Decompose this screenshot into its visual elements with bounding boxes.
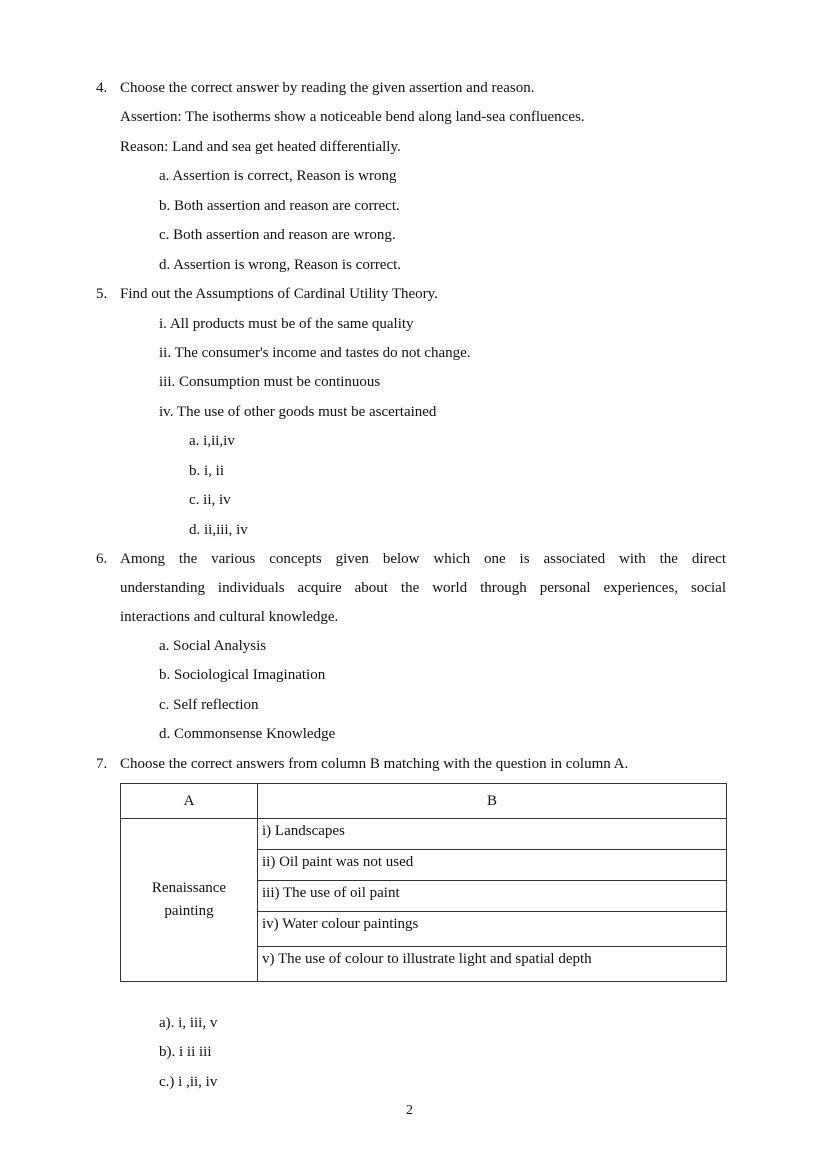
column-b-row: i) Landscapes [258,819,727,850]
q4-option-a: a. Assertion is correct, Reason is wrong [159,168,397,184]
column-a-header: A [121,784,258,819]
q5-statement-iv: iv. The use of other goods must be ascertained [159,404,437,420]
q7-number: 7. [96,756,108,772]
q5-number: 5. [96,286,108,302]
q5-option-a: a. i,ii,iv [189,433,235,449]
q4-text: Choose the correct answer by reading the given assertion and reason. [120,80,535,96]
q5-option-c: c. ii, iv [189,492,231,508]
q7-text: Choose the correct answers from column B matching with the question in column A. [120,756,629,772]
q5-statement-ii: ii. The consumer's income and tastes do not change. [159,345,471,361]
q6-option-d: d. Commonsense Knowledge [159,726,336,742]
q6-text-line-2: understanding individuals acquire about the world through personal experiences, social [120,580,726,596]
q6-option-a: a. Social Analysis [159,638,267,654]
a-cell-line-1: Renaissance [151,880,227,896]
q6-text-line-3: interactions and cultural knowledge. [120,609,339,625]
column-b-row: v) The use of colour to illustrate light and spatial depth [258,947,727,982]
q4-option-b: b. Both assertion and reason are correct. [159,198,400,214]
q5-statement-iii: iii. Consumption must be continuous [159,374,381,390]
q6-text-line-1: Among the various concepts given below which one is associated with the direct [120,551,726,567]
q7-option-b: b). i ii iii [159,1044,212,1060]
column-b-header: B [258,784,727,819]
q7-option-a: a). i, iii, v [159,1015,218,1031]
q4-assertion: Assertion: The isotherms show a noticeable bend along land-sea confluences. [120,109,585,125]
q6-option-b: b. Sociological Imagination [159,667,326,683]
q7-option-c: c.) i ,ii, iv [159,1074,218,1090]
a-cell-line-2: painting [164,903,214,919]
column-b-row: iv) Water colour paintings [258,912,727,947]
q4-reason: Reason: Land and sea get heated differentially. [120,139,401,155]
column-b-row: ii) Oil paint was not used [258,850,727,881]
page-number: 2 [406,1103,413,1118]
column-b-row: iii) The use of oil paint [258,881,727,912]
q6-number: 6. [96,551,108,567]
q6-option-c: c. Self reflection [159,697,259,713]
q4-number: 4. [96,80,108,96]
q5-statement-i: i. All products must be of the same quality [159,316,414,332]
column-a-cell [121,819,258,982]
q4-option-d: d. Assertion is wrong, Reason is correct. [159,257,402,273]
q5-text: Find out the Assumptions of Cardinal Utility Theory. [120,286,438,302]
q5-option-b: b. i, ii [189,463,225,479]
q5-option-d: d. ii,iii, iv [189,522,248,538]
q4-option-c: c. Both assertion and reason are wrong. [159,227,396,243]
matching-table [120,783,727,982]
